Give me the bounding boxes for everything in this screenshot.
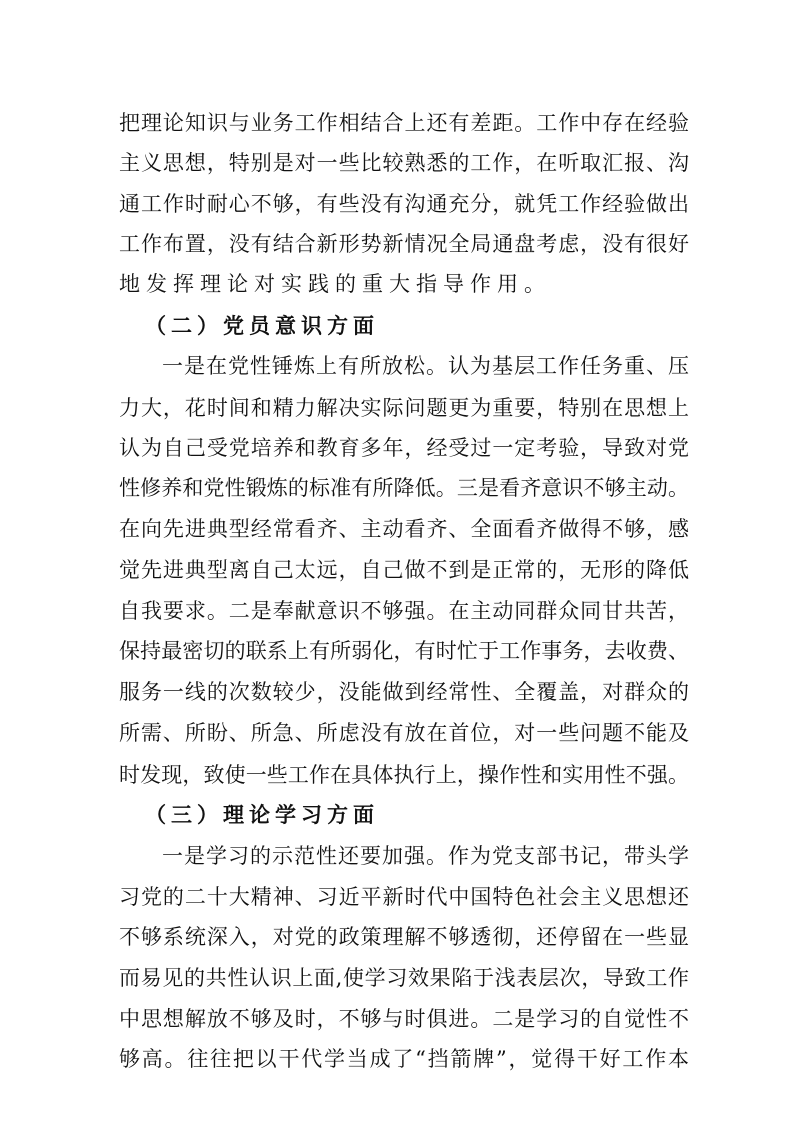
paragraph-line: 而易见的共性认识上面,使学习效果陷于浅表层次，导致工作 (119, 966, 689, 990)
paragraph-line: 中思想解放不够及时，不够与时俱进。二是学习的自觉性不 (119, 1007, 689, 1031)
section-heading: （二）党员意识方面 (145, 313, 379, 338)
paragraph-line: 地发挥理论对实践的重大指导作用。 (119, 272, 551, 296)
paragraph-line: 一是在党性锤炼上有所放松。认为基层工作任务重、压 (162, 354, 689, 378)
section-heading: （三）理论学习方面 (145, 802, 379, 827)
paragraph-line: 所需、所盼、所急、所虑没有放在首位，对一些问题不能及 (119, 721, 689, 745)
paragraph-line: 工作布置，没有结合新形势新情况全局通盘考虑，没有很好 (119, 232, 689, 256)
paragraph-line: 不够系统深入，对党的政策理解不够透彻，还停留在一些显 (119, 925, 689, 949)
paragraph-line: 觉先进典型离自己太远，自己做不到是正常的，无形的降低 (119, 558, 689, 582)
paragraph-line: 够高。往往把以干代学当成了“挡箭牌”，觉得干好工作本 (119, 1047, 689, 1071)
paragraph-line: 服务一线的次数较少，没能做到经常性、全覆盖，对群众的 (119, 680, 689, 704)
paragraph-line: 在向先进典型经常看齐、主动看齐、全面看齐做得不够，感 (119, 517, 689, 541)
paragraph-line: 性修养和党性锻炼的标准有所降低。三是看齐意识不够主动。 (119, 476, 689, 500)
paragraph-line: 习党的二十大精神、习近平新时代中国特色社会主义思想还 (119, 885, 689, 909)
paragraph-line: 时发现，致使一些工作在具体执行上，操作性和实用性不强。 (119, 763, 689, 787)
paragraph-line: 把理论知识与业务工作相结合上还有差距。工作中存在经验 (119, 111, 689, 135)
paragraph-line: 一是学习的示范性还要加强。作为党支部书记，带头学 (162, 844, 689, 868)
paragraph-line: 保持最密切的联系上有所弱化，有时忙于工作事务，去收费、 (119, 639, 689, 663)
paragraph-line: 力大，花时间和精力解决实际问题更为重要，特别在思想上 (119, 396, 689, 420)
paragraph-line: 自我要求。二是奉献意识不够强。在主动同群众同甘共苦， (119, 599, 689, 623)
paragraph-line: 主义思想，特别是对一些比较熟悉的工作，在听取汇报、沟 (119, 151, 689, 175)
paragraph-line: 通工作时耐心不够，有些没有沟通充分，就凭工作经验做出 (119, 192, 689, 216)
paragraph-line: 认为自己受党培养和教育多年，经受过一定考验，导致对党 (119, 436, 689, 460)
